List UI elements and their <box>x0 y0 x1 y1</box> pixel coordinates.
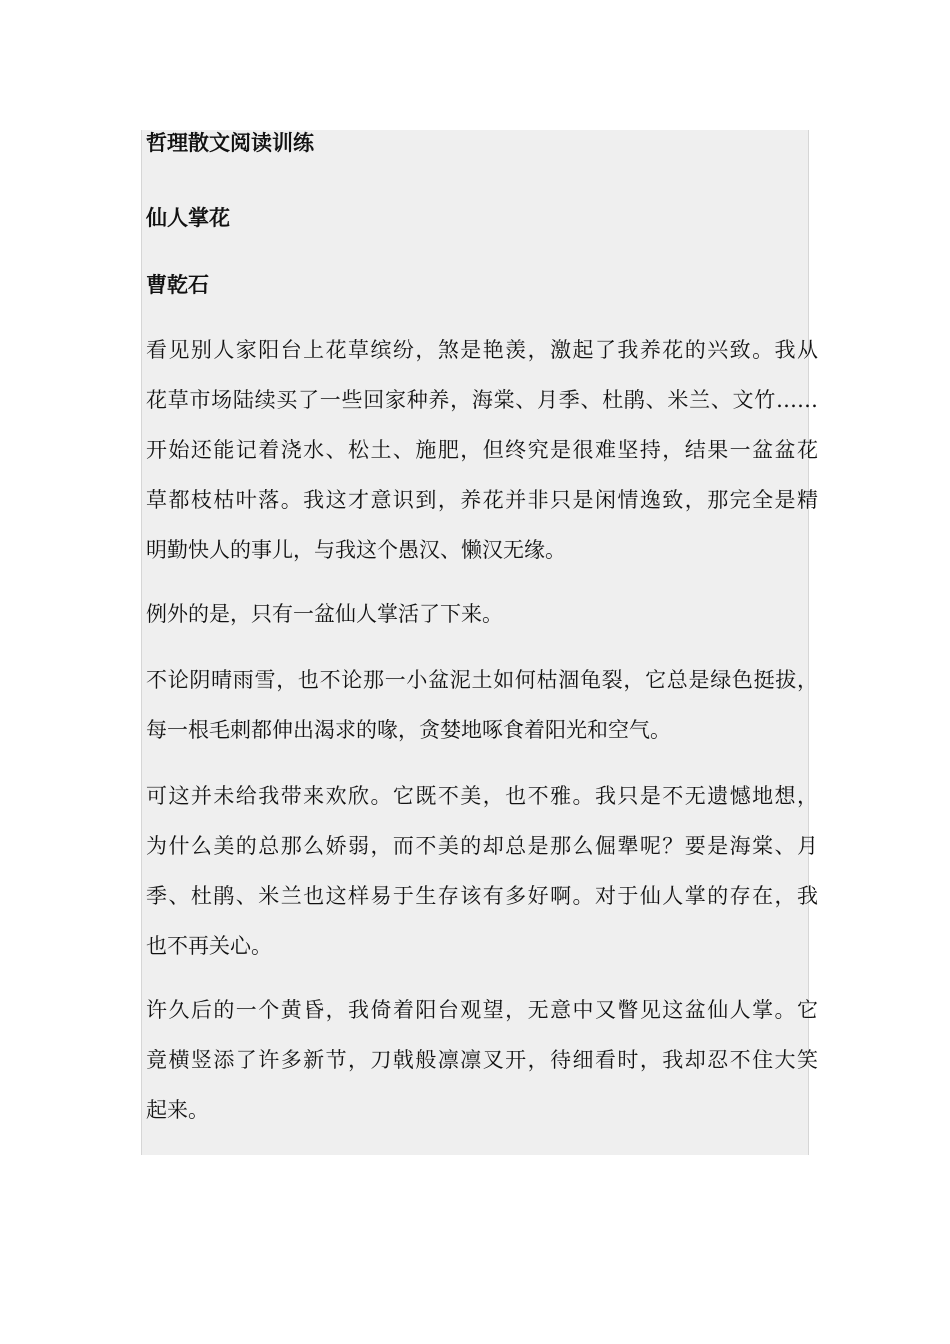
paragraph-line: 不论阴晴雨雪，也不论那一小盆泥土如何枯涸龟裂，它总是绿色挺拔， <box>146 668 818 692</box>
article-title: 仙人掌花 <box>146 205 230 230</box>
paragraph-line: 明勤快人的事儿，与我这个愚汉、懒汉无缘。 <box>146 538 566 562</box>
paragraph-line: 许久后的一个黄昏，我倚着阳台观望，无意中又瞥见这盆仙人掌。它 <box>146 998 818 1022</box>
paragraph-line: 竟横竖添了许多新节，刀戟般凛凛叉开，待细看时，我却忍不住大笑 <box>146 1048 818 1072</box>
paragraph-line: 花草市场陆续买了一些回家种养，海棠、月季、杜鹃、米兰、文竹…… <box>146 388 818 412</box>
paragraph-5 <box>146 985 818 1135</box>
paragraph-line: 开始还能记着浇水、松土、施肥，但终究是很难坚持，结果一盆盆花 <box>146 438 818 462</box>
paragraph-line: 也不再关心。 <box>146 934 272 958</box>
paragraph-line: 为什么美的总那么娇弱，而不美的却总是那么倔犟呢？要是海棠、月 <box>146 834 818 858</box>
paragraph-line: 起来。 <box>146 1098 209 1122</box>
paragraph-3 <box>146 655 818 755</box>
paragraph-1 <box>146 325 818 575</box>
paragraph-line: 看见别人家阳台上花草缤纷，煞是艳羡，激起了我养花的兴致。我从 <box>146 338 818 362</box>
paragraph-line: 草都枝枯叶落。我这才意识到，养花并非只是闲情逸致，那完全是精 <box>146 488 818 512</box>
paragraph-line: 季、杜鹃、米兰也这样易于生存该有多好啊。对于仙人掌的存在，我 <box>146 884 818 908</box>
paragraph-2 <box>146 589 818 639</box>
author-name: 曹乾石 <box>146 272 209 297</box>
section-title: 哲理散文阅读训练 <box>146 130 314 155</box>
paragraph-line: 例外的是，只有一盆仙人掌活了下来。 <box>146 602 503 626</box>
paragraph-line: 可这并未给我带来欢欣。它既不美，也不雅。我只是不无遗憾地想， <box>146 784 818 808</box>
paragraph-line: 每一根毛刺都伸出渴求的喙，贪婪地啄食着阳光和空气。 <box>146 718 671 742</box>
paragraph-4 <box>146 771 818 971</box>
